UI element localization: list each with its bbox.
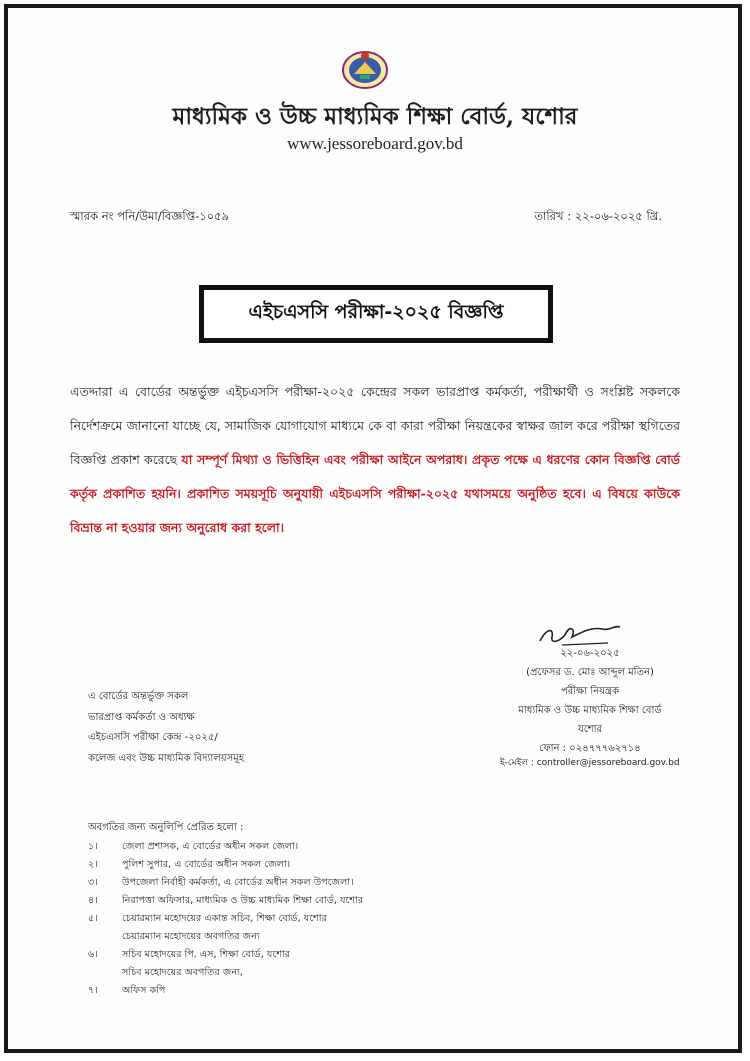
copy-item-text: জেলা প্রশাসক, এ বোর্ডের অধীন সকল জেলা। [122, 841, 299, 852]
signatory-email: ই-মেইল : controller@jessoreboard.gov.bd [500, 758, 680, 768]
copy-item [88, 982, 363, 1000]
copy-item-text: নিরাপত্তা অফিসার, মাধ্যমিক ও উচ্চ মাধ্যমিক শিক্ষা বোর্ড, যশোর [122, 895, 364, 906]
copy-item [88, 856, 363, 874]
copy-item-text: উপজেলা নির্বাহী কর্মকর্তা, এ বোর্ডের অধীন সকল উপজেলা। [122, 877, 354, 888]
notice-body-normal: এতদ্দারা এ বোর্ডের অন্তর্ভুক্ত এইচএসসি পরীক্ষা-২০২৫ কেন্দ্রের সকল ভারপ্রাপ্ত কর্মকর্তা, পরীক্ষার্থী ও সংশ্লিষ্ট সকলকে নির্দেশক্রমে জানানো যাচ্ছে যে, সামাজিক যোগাযোগ মাধ্যমে কে বা কারা পরীক্ষা নিয়ন্ত্রকের স্বাক্ষর জাল করে পরীক্ষা স্থগিতের বিজ্ঞপ্তি প্রকাশ করেছে [70, 384, 680, 467]
copy-list-title: অবগতির জন্য অনুলিপি প্রেরিত হলো : [88, 822, 244, 833]
recipient-line: এ বোর্ডের অন্তর্ভুক্ত সকল [88, 691, 189, 702]
copy-item-text: চেয়ারম্যান মহোদয়ের একান্ত সচিব, শিক্ষা বোর্ড, যশোর চেয়ারম্যান মহোদয়ের অবগতির জন্য [122, 913, 327, 942]
copy-item-number: ৭। [88, 985, 98, 996]
copy-item-number: ৩। [88, 877, 98, 888]
signatory-city: যশোর [577, 724, 603, 735]
copy-item-number: ১। [88, 841, 98, 852]
copy-item-number: ৫। [88, 913, 98, 924]
copy-item [88, 910, 363, 946]
board-logo [340, 46, 390, 90]
recipient-line: ভারপ্রাপ্ত কর্মকর্তা ও অধ্যক্ষ [88, 711, 195, 723]
signatory-office: মাধ্যমিক ও উচ্চ মাধ্যমিক শিক্ষা বোর্ড [518, 705, 662, 716]
organization-name: মাধ্যমিক ও উচ্চ মাধ্যমিক শিক্ষা বোর্ড, যশোর [172, 103, 578, 130]
notice-title-box [199, 285, 553, 343]
copy-item-number: ৬। [88, 949, 98, 960]
memo-number: স্মারক নং পনি/উমা/বিজ্ঞপ্তি-১০৫৯ [70, 209, 230, 223]
notice-date: তারিখ : ২২-০৬-২০২৫ খ্রি. [534, 209, 662, 223]
signatory-date: ২২-০৬-২০২৫ [560, 648, 620, 659]
notice-body [70, 375, 680, 545]
recipient-block [88, 687, 244, 769]
copy-item [88, 946, 363, 982]
copy-item [88, 874, 363, 892]
website-url: www.jessoreboard.gov.bd [287, 134, 463, 153]
signatory-designation: পরীক্ষা নিয়ন্ত্রক [561, 686, 619, 697]
copy-item-number: ২। [88, 859, 98, 870]
notice-body-highlight: যা সম্পূর্ণ মিথ্যা ও ভিত্তিহিন এবং পরীক্ষা আইনে অপরাধ। প্রকৃত পক্ষে এ ধরণের কোন বিজ্ঞপ্তি বোর্ড কর্তৃক প্রকাশিত হয়নি। প্রকাশিত সময়সূচি অনুযায়ী এইচএসসি পরীক্ষা-২০২৫ যথাসময়ে অনুষ্ঠিত হবে। এ বিষয়ে কাউকে বিভ্রান্ত না হওয়ার জন্য অনুরোধ করা হলো। [70, 452, 681, 535]
copy-item [88, 892, 363, 910]
signatory-name: (প্রফেসর ড. মোঃ আব্দুল মতিন) [526, 667, 654, 678]
copy-item-number: ৪। [88, 895, 98, 906]
signatory-phone: ফোন : ০২৪৭৭৭৬২৭১৪ [539, 743, 641, 754]
signatory-block [470, 644, 710, 758]
copy-item-text: সচিব মহোদয়ের পি. এস, শিক্ষা বোর্ড, যশোর সচিব মহোদয়ের অবগতির জন্য, [122, 949, 290, 978]
notice-title: এইচএসসি পরীক্ষা-২০২৫ বিজ্ঞপ্তি [248, 301, 504, 323]
copy-item-text: পুলিশ সুপার, এ বোর্ডের অধীন সকল জেলা। [122, 859, 291, 870]
copy-list [88, 838, 363, 1000]
copy-item [88, 838, 363, 856]
recipient-line: কলেজ এবং উচ্চ মাধ্যমিক বিদ্যালয়সমূহ [88, 752, 245, 764]
recipient-line: এইচএসসি পরীক্ষা কেন্দ্র -২০২৫/ [88, 732, 218, 743]
copy-item-text: অফিস কপি [122, 985, 166, 996]
